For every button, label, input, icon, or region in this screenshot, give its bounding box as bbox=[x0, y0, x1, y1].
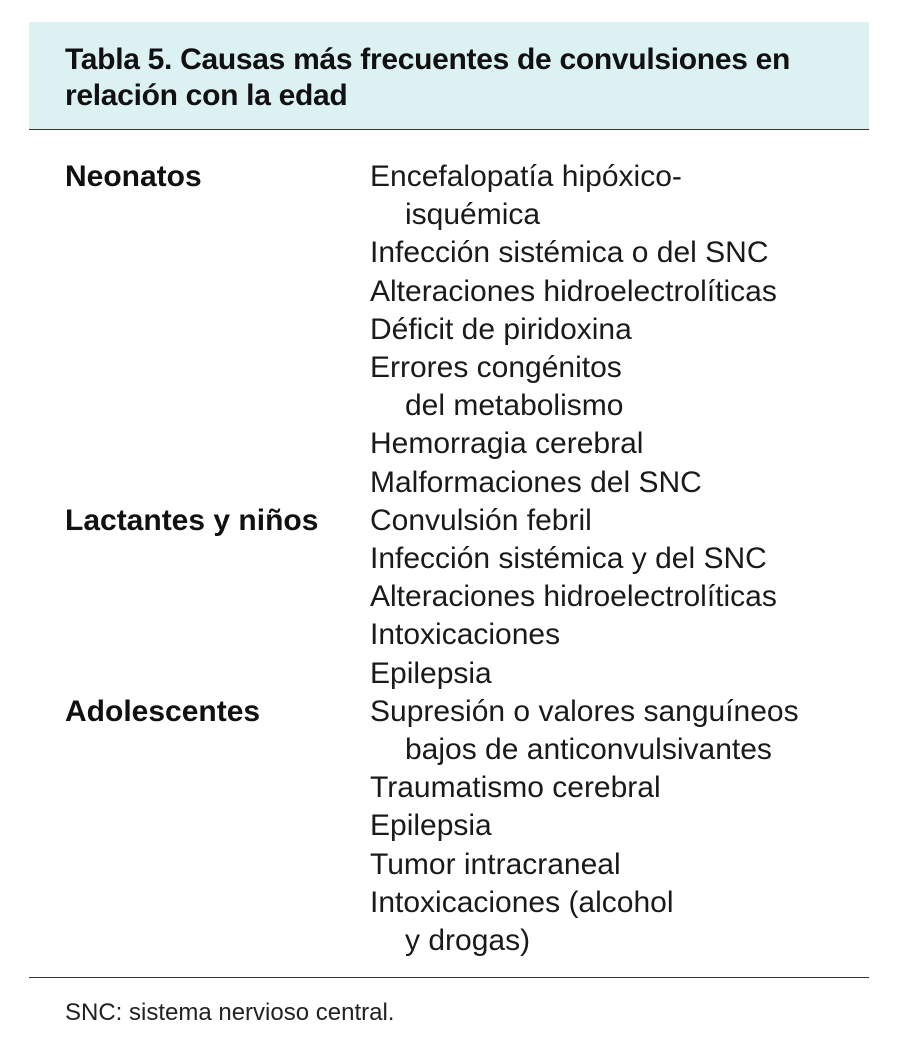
cause-list bbox=[0, 693, 898, 960]
cause-text: Intoxicaciones (alcohol bbox=[370, 885, 674, 919]
table-group bbox=[0, 693, 898, 960]
cause-text: Infección sistémica o del SNC bbox=[370, 236, 769, 270]
cause-item bbox=[370, 616, 898, 654]
cause-text: Déficit de piridoxina bbox=[370, 312, 632, 346]
cause-text: Epilepsia bbox=[370, 809, 492, 843]
cause-item bbox=[370, 578, 898, 616]
cause-text: Supresión o valores sanguíneos bbox=[370, 694, 799, 728]
cause-text: Convulsión febril bbox=[370, 503, 592, 537]
cause-item bbox=[370, 846, 898, 884]
table-body bbox=[0, 158, 898, 960]
cause-item bbox=[370, 655, 898, 693]
cause-text-continuation: bajos de anticonvulsivantes bbox=[405, 733, 772, 767]
cause-item bbox=[370, 311, 898, 349]
cause-text: Alteraciones hidroelectrolíticas bbox=[370, 580, 777, 614]
cause-item bbox=[370, 540, 898, 578]
cause-item bbox=[370, 349, 898, 425]
cause-item bbox=[370, 273, 898, 311]
cause-text-continuation: y drogas) bbox=[405, 924, 531, 958]
cause-text-continuation: isquémica bbox=[405, 198, 541, 232]
cause-text: Tumor intracraneal bbox=[370, 847, 621, 881]
table-group bbox=[0, 502, 898, 693]
category-label: Neonatos bbox=[65, 160, 202, 193]
cause-item bbox=[370, 769, 898, 807]
cause-item bbox=[370, 502, 898, 540]
cause-item bbox=[370, 807, 898, 845]
cause-text-continuation: del metabolismo bbox=[405, 389, 624, 423]
cause-item bbox=[370, 158, 898, 234]
cause-text: Errores congénitos bbox=[370, 351, 622, 385]
cause-text: Hemorragia cerebral bbox=[370, 427, 644, 461]
cause-text: Encefalopatía hipóxico- bbox=[370, 160, 682, 193]
cause-text: Malformaciones del SNC bbox=[370, 465, 702, 499]
cause-item bbox=[370, 425, 898, 463]
cause-item bbox=[370, 693, 898, 769]
table-footnote: SNC: sistema nervioso central. bbox=[65, 999, 395, 1026]
category-label: Lactantes y niños bbox=[65, 503, 319, 537]
cause-item bbox=[370, 464, 898, 502]
cause-text: Alteraciones hidroelectrolíticas bbox=[370, 274, 777, 308]
cause-text: Infección sistémica y del SNC bbox=[370, 542, 767, 576]
table-bottom-rule bbox=[29, 977, 869, 978]
table-title-box bbox=[29, 22, 869, 130]
table-title: Tabla 5. Causas más frecuentes de convulsiones en relación con la edad bbox=[65, 43, 791, 112]
category-label: Adolescentes bbox=[65, 694, 261, 728]
table-group bbox=[0, 158, 898, 502]
cause-text: Traumatismo cerebral bbox=[370, 771, 661, 805]
cause-text: Intoxicaciones bbox=[370, 618, 561, 652]
cause-text: Epilepsia bbox=[370, 656, 492, 690]
cause-item bbox=[370, 234, 898, 272]
cause-item bbox=[370, 884, 898, 960]
cause-list bbox=[0, 158, 898, 502]
